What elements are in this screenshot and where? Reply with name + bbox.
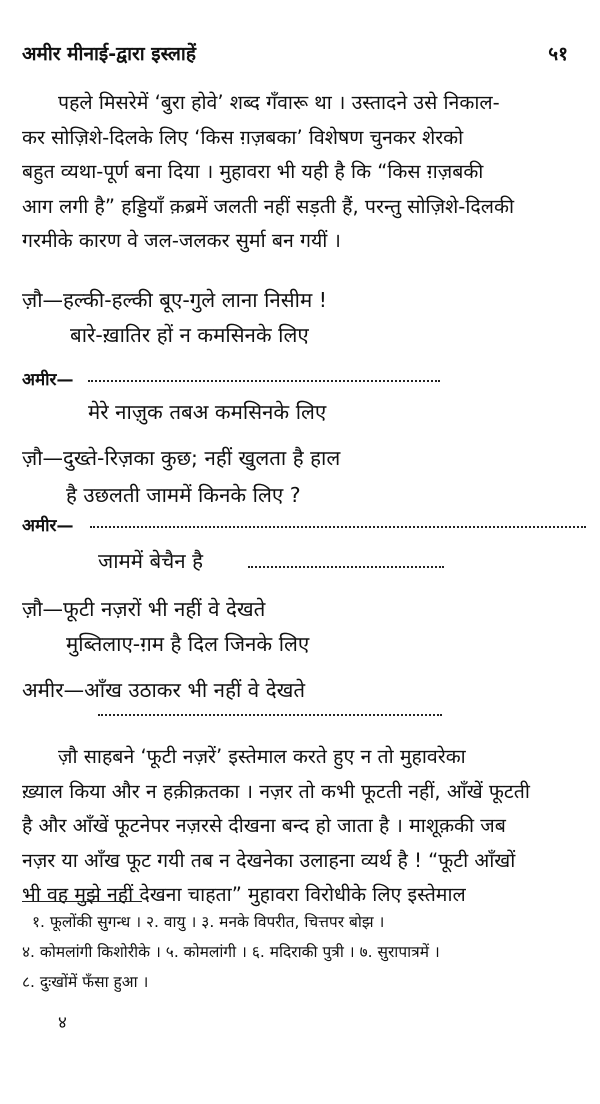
para1-line-1: पहले मिसरेमें ‘बुरा होवे’ शब्द गँवारू था । उस्तादने उसे निकाल- — [58, 91, 500, 114]
ameer-correction-1: मेरे नाज़ुक तबअ कमसिनके लिए — [88, 400, 327, 424]
paragraph-1 — [22, 86, 594, 259]
ameer-correction-3: अमीर—आँख उठाकर भी नहीं वे देखते — [22, 678, 306, 702]
para2-line-1: ज़ौ साहबने ‘फूटी नज़रें’ इस्तेमाल करते हुए न तो मुहावरेका — [58, 745, 466, 768]
ameer-label-1: अमीर— — [22, 370, 74, 390]
footnote-rule — [22, 901, 142, 902]
zauq-couplet-1-line-1: ज़ौ—हल्की-हल्की बूए-गुले लाना निसीम ! — [22, 288, 327, 312]
page-number: ५१ — [548, 43, 568, 65]
zauq-couplet-3-line-2: मुब्तिलाए-ग़म है दिल जिनके लिए — [66, 632, 310, 656]
ameer-label-2: अमीर— — [22, 516, 74, 536]
para2-line-3: है और आँखें फूटनेपर नज़रसे दीखना बन्द हो जाता है । माशूक़की जब — [22, 814, 506, 837]
para2-line-4: नज़र या आँख फूट गयी तब न देखनेका उलाहना व्यर्थ है ! “फूटी आँखों — [22, 848, 516, 872]
running-header-title: अमीर मीनाई-द्वारा इस्लाहें — [22, 43, 196, 65]
para1-line-2: कर सोज़िशे-दिलके लिए ‘किस ग़ज़बका’ विशेषण चुनकर शेरको — [22, 125, 464, 149]
dotted-omission-2 — [90, 526, 586, 528]
para1-line-3: बहुत व्यथा-पूर्ण बना दिया । मुहावरा भी यही है कि “किस ग़ज़बकी — [22, 160, 484, 183]
zauq-couplet-2-line-1: ज़ौ—दुख्ते-रिज़का कुछ; नहीं खुलता है हाल — [22, 446, 341, 470]
footnote-line-1: १. फूलोंकी सुगन्ध । २. वायु । ३. मनके विपरीत, चित्तपर बोझ । — [32, 913, 385, 931]
dotted-omission-1 — [88, 380, 440, 382]
footnote-line-3: ८. दुःखोंमें फँसा हुआ । — [22, 973, 149, 991]
para2-line-2: ख़्याल किया और न हक़ीक़तका । नज़र तो कभी फूटती नहीं, आँखें फूटती — [22, 779, 530, 803]
signature-mark: ४ — [58, 1013, 67, 1033]
dotted-omission-4 — [98, 714, 442, 716]
zauq-couplet-2-line-2: है उछलती जाममें किनके लिए ? — [66, 483, 301, 507]
para1-line-4: आग लगी है” हड्डियाँ क़ब्रमें जलती नहीं सड़ती हैं, परन्तु सोज़िशे-दिलकी — [22, 194, 514, 218]
ameer-correction-2: जाममें बेचैन है — [98, 549, 204, 573]
zauq-couplet-1-line-2: बारे-ख़ातिर हों न कमसिनके लिए — [70, 323, 309, 347]
footnote-line-2: ४. कोमलांगी किशोरीके । ५. कोमलांगी । ६. मदिराकी पुत्री । ७. सुरापात्रमें । — [22, 943, 440, 961]
paragraph-2 — [22, 740, 594, 913]
para1-line-5: गरमीके कारण वे जल-जलकर सुर्मा बन गयीं । — [22, 229, 341, 252]
dotted-omission-3 — [248, 566, 444, 568]
zauq-couplet-3-line-1: ज़ौ—फूटी नज़रों भी नहीं वे देखते — [22, 597, 266, 621]
para2-line-5: भी वह मुझे नहीं देखना चाहता” मुहावरा विरोधीके लिए इस्तेमाल — [22, 883, 466, 906]
